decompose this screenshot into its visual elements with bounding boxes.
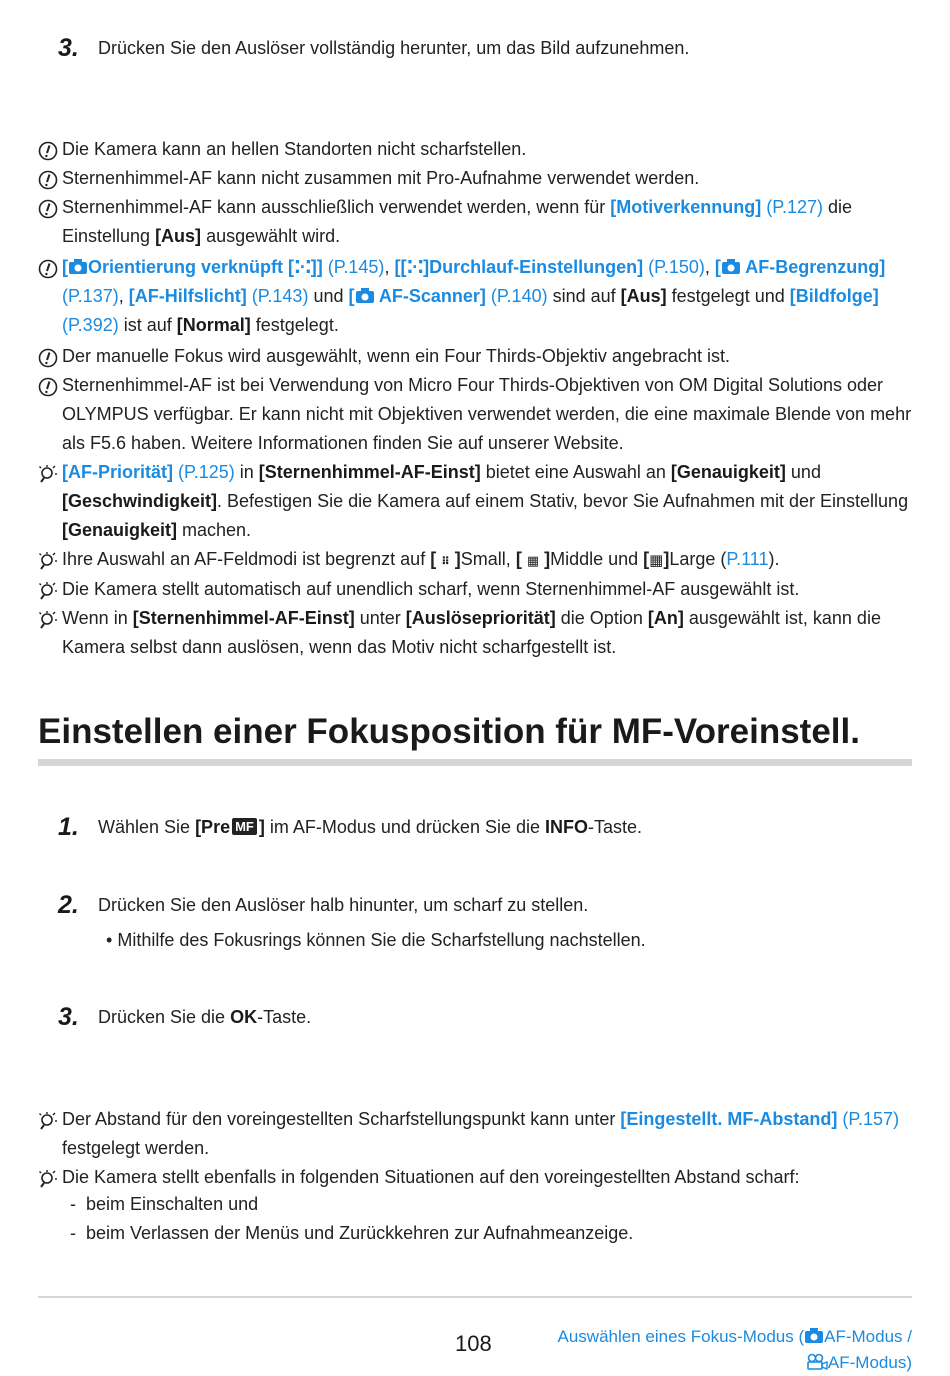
heading-rule (38, 759, 912, 766)
caution-icon (38, 348, 58, 368)
step-number: 3. (58, 34, 79, 62)
section-title: Einstellen einer Fokusposition für MF-Voreinstell. (38, 712, 860, 751)
step-text: Drücken Sie den Auslöser vollständig herunter, um das Bild aufzunehmen. (98, 38, 690, 58)
movie-camera-icon (806, 1353, 828, 1370)
camera-icon (721, 258, 741, 275)
page-ref[interactable]: P.111 (726, 549, 769, 569)
tip-note: Die Kamera stellt ebenfalls in folgenden Situationen auf den voreingestellten Abstand scharf: (38, 1163, 918, 1192)
caution-note: Sternenhimmel-AF kann nicht zusammen mit Pro-Aufnahme verwendet werden. (38, 164, 918, 193)
camera-icon (804, 1327, 824, 1344)
step-text: Drücken Sie die OK-Taste. (98, 1007, 312, 1027)
page-ref[interactable]: (P.137) (62, 286, 119, 306)
link-durchlauf[interactable]: [[⁚·⁚]Durchlauf-Einstellungen] (394, 257, 644, 277)
caution-note: [ Orientierung verknüpft [⁚·⁚]] (P.145), [[⁚·⁚]Durchlauf-Einstellungen] (P.150), [ AF-Begrenzung] (P.137), [AF-Hilfslicht] (P.143) und [ AF-Scanner] (P.140) sind auf [Aus] festgelegt und [Bildfolge] (P.392) ist auf [Normal] festgelegt. (38, 253, 918, 340)
af-small-icon: [ ⠿ ] (430, 549, 461, 569)
step-text: Wählen Sie [Pre MF ] im AF-Modus und drücken Sie die INFO-Taste. (98, 817, 643, 837)
bullet-item: • Mithilfe des Fokusrings können Sie die Scharfstellung nachstellen. (106, 930, 646, 950)
page-ref[interactable]: (P.140) (490, 286, 548, 306)
caution-icon (38, 199, 58, 219)
link-orientierung[interactable]: [ Orientierung verknüpft [⁚·⁚]] (62, 257, 323, 277)
tip-icon (38, 1169, 58, 1189)
tip-icon (38, 551, 58, 571)
caution-icon (38, 259, 58, 279)
page-ref[interactable]: (P.127) (766, 197, 823, 217)
link-af-prioritaet[interactable]: [AF-Priorität] (62, 462, 173, 482)
tip-note: Die Kamera stellt automatisch auf unendlich scharf, wenn Sternenhimmel-AF ausgewählt ist. (38, 575, 918, 604)
link-af-hilfslicht[interactable]: [AF-Hilfslicht] (128, 286, 247, 306)
step-number: 1. (58, 813, 79, 841)
page-number: 108 (455, 1331, 492, 1356)
af-large-icon: [▦] (643, 549, 670, 569)
caution-note: Sternenhimmel-AF kann ausschließlich verwendet werden, wenn für [Motiverkennung] (P.127) die Einstellung [Aus] ausgewählt wird. (38, 193, 918, 251)
link-af-begrenzung[interactable]: [ AF-Begrenzung] (714, 257, 886, 277)
camera-icon (68, 258, 88, 275)
link-motiverkennung[interactable]: [Motiverkennung] (610, 197, 762, 217)
step-text: Drücken Sie den Auslöser halb hinunter, um scharf zu stellen. (98, 895, 589, 915)
tip-note: [AF-Priorität] (P.125) in [Sternenhimmel-AF-Einst] bietet eine Auswahl an [Genauigkeit] und [Geschwindigkeit]. Befestigen Sie die Kamera auf einem Stativ, bevor Sie Aufnahmen mit der Einstellung [Genauigkeit] machen. (38, 458, 918, 545)
link-bildfolge[interactable]: [Bildfolge] (789, 286, 879, 306)
dash-item: - beim Einschalten und (70, 1194, 259, 1214)
page-ref[interactable]: (P.150) (648, 257, 705, 277)
page-ref[interactable]: (P.143) (251, 286, 309, 306)
caution-icon (38, 141, 58, 161)
footer-rule (38, 1296, 912, 1298)
tip-icon (38, 1111, 58, 1131)
page-ref[interactable]: (P.392) (62, 315, 119, 335)
link-mf-abstand[interactable]: [Eingestellt. MF-Abstand] (620, 1109, 838, 1129)
caution-icon (38, 377, 58, 397)
page-ref[interactable]: (P.145) (327, 257, 385, 277)
mf-badge: MF (232, 818, 257, 835)
tip-note: Wenn in [Sternenhimmel-AF-Einst] unter [Auslösepriorität] die Option [An] ausgewählt ist, kann die Kamera selbst dann auslösen, wenn das Motiv nicht scharfgestellt ist. (38, 604, 918, 662)
camera-icon (355, 287, 375, 304)
step-number: 2. (58, 891, 79, 919)
link-af-scanner[interactable]: [ AF-Scanner] (348, 286, 486, 306)
bullet-icon: • (106, 930, 113, 950)
tip-note: Der Abstand für den voreingestellten Scharfstellungspunkt kann unter [Eingestellt. MF-Abstand] (P.157) festgelegt werden. (38, 1105, 918, 1163)
af-middle-icon: [ ▦ ] (515, 549, 551, 569)
tip-note: Ihre Auswahl an AF-Feldmodi ist begrenzt auf [ ⠿ ]Small, [ ▦ ]Middle und [▦]Large (P.111). (38, 545, 918, 577)
page-ref[interactable]: (P.125) (178, 462, 235, 482)
tip-icon (38, 464, 58, 484)
page-ref[interactable]: (P.157) (842, 1109, 900, 1129)
caution-note: Die Kamera kann an hellen Standorten nicht scharfstellen. (38, 135, 918, 164)
tip-icon (38, 581, 58, 601)
dash-item: - beim Verlassen der Menüs und Zurückkehren zur Aufnahmeanzeige. (70, 1223, 634, 1243)
tip-icon (38, 610, 58, 630)
caution-icon (38, 170, 58, 190)
caution-note: Sternenhimmel-AF ist bei Verwendung von Micro Four Thirds-Objektiven von OM Digital Solutions oder OLYMPUS verfügbar. Er kann nicht mit Objektiven verwendet werden, die eine maximale Blende von mehr als F5.6 haben. Weitere Informationen finden Sie auf unserer Website. (38, 371, 918, 458)
footer-nav-link[interactable]: Auswählen eines Fokus-Modus ( AF-Modus / AF-Modus) (557, 1327, 912, 1372)
step-number: 3. (58, 1003, 79, 1031)
caution-note: Der manuelle Fokus wird ausgewählt, wenn ein Four Thirds-Objektiv angebracht ist. (38, 342, 918, 371)
